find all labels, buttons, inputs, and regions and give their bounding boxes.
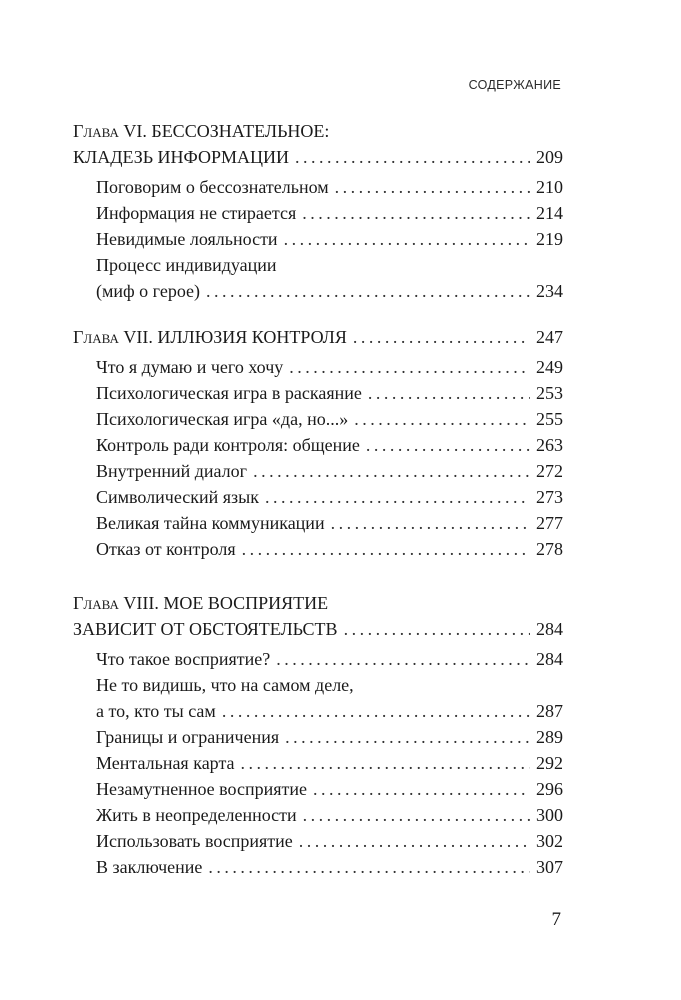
entry-title: Невидимые лояльности [96, 229, 278, 249]
toc-entry[interactable] [73, 646, 563, 672]
dot-leader [353, 324, 530, 350]
toc-entry[interactable] [73, 252, 563, 304]
entry-title: Что я думаю и чего хочу [96, 357, 284, 377]
dot-leader [368, 380, 530, 406]
dot-leader [354, 406, 530, 432]
entry-title: Контроль ради контроля: общение [96, 435, 360, 455]
dot-leader [303, 802, 530, 828]
toc-entry[interactable] [73, 432, 563, 458]
dot-leader [208, 854, 530, 880]
page-ref: 209 [536, 147, 563, 167]
toc-entry[interactable] [73, 510, 563, 536]
chapter-title: VIII. МОЕ ВОСПРИЯТИЕ [123, 593, 329, 613]
entry-title: Психологическая игра в раскаяние [96, 383, 362, 403]
page-ref: 263 [536, 435, 563, 455]
dot-leader [313, 776, 530, 802]
running-head: СОДЕРЖАНИЕ [468, 78, 561, 92]
dot-leader [366, 432, 530, 458]
page-ref: 302 [536, 831, 563, 851]
page-ref: 307 [536, 857, 563, 877]
entry-title: Поговорим о бессознательном [96, 177, 329, 197]
chapter-heading[interactable] [73, 118, 563, 170]
page-ref: 249 [536, 357, 563, 377]
toc-entry[interactable] [73, 226, 563, 252]
chapter-label: Глава [73, 121, 119, 141]
toc-entry[interactable] [73, 854, 563, 880]
page-ref: 277 [536, 513, 563, 533]
entry-title: В заключение [96, 857, 203, 877]
toc-entry[interactable] [73, 354, 563, 380]
page-ref: 289 [536, 727, 563, 747]
entry-title: Не то видишь, что на самом деле, [96, 675, 354, 695]
chapter-label: Глава [73, 593, 119, 613]
page-ref: 292 [536, 753, 563, 773]
page-number: 7 [551, 909, 561, 930]
page-ref: 247 [536, 327, 563, 347]
entry-title: Внутренний диалог [96, 461, 248, 481]
entry-title-continued: а то, кто ты сам [96, 701, 216, 721]
entry-title: Границы и ограничения [96, 727, 280, 747]
page-ref: 273 [536, 487, 563, 507]
toc-entry[interactable] [73, 802, 563, 828]
page-ref: 278 [536, 539, 563, 559]
page-ref: 214 [536, 203, 563, 223]
chapter-title: VII. ИЛЛЮЗИЯ КОНТРОЛЯ [123, 327, 347, 347]
page-ref: 219 [536, 229, 563, 249]
entry-title: Незамутненное восприятие [96, 779, 308, 799]
dot-leader [253, 458, 530, 484]
toc-entry[interactable] [73, 536, 563, 562]
chapter-6 [73, 118, 563, 304]
chapter-title-continued: ЗАВИСИТ ОТ ОБСТОЯТЕЛЬСТВ [73, 619, 338, 639]
dot-leader [302, 200, 530, 226]
dot-leader [285, 724, 530, 750]
dot-leader [206, 278, 530, 304]
toc-entry[interactable] [73, 724, 563, 750]
dot-leader [284, 226, 530, 252]
dot-leader [241, 750, 530, 776]
page-ref: 296 [536, 779, 563, 799]
dot-leader [295, 144, 530, 170]
chapter-heading[interactable] [73, 590, 563, 642]
chapter-8 [73, 590, 563, 880]
toc-entry[interactable] [73, 484, 563, 510]
toc-entry[interactable] [73, 200, 563, 226]
toc-entry[interactable] [73, 174, 563, 200]
page-ref: 284 [536, 619, 563, 639]
toc-entry[interactable] [73, 458, 563, 484]
toc-entry[interactable] [73, 672, 563, 724]
toc-entry[interactable] [73, 380, 563, 406]
entry-title: Ментальная карта [96, 753, 235, 773]
entry-title: Психологическая игра «да, но...» [96, 409, 349, 429]
page-ref: 284 [536, 649, 563, 669]
page-ref: 255 [536, 409, 563, 429]
page-ref: 300 [536, 805, 563, 825]
dot-leader [299, 828, 530, 854]
page-ref: 234 [536, 281, 563, 301]
chapter-label: Глава [73, 327, 119, 347]
entry-title-continued: (миф о герое) [96, 281, 201, 301]
table-of-contents [73, 118, 563, 896]
toc-entry[interactable] [73, 828, 563, 854]
page-ref: 272 [536, 461, 563, 481]
entry-title: Процесс индивидуации [96, 255, 277, 275]
dot-leader [289, 354, 530, 380]
entry-title: Информация не стирается [96, 203, 297, 223]
entry-title: Что такое восприятие? [96, 649, 271, 669]
dot-leader [331, 510, 530, 536]
toc-entry[interactable] [73, 776, 563, 802]
chapter-7 [73, 324, 563, 562]
toc-entry[interactable] [73, 750, 563, 776]
entry-title: Великая тайна коммуникации [96, 513, 325, 533]
entry-title: Жить в неопределенности [96, 805, 297, 825]
page-ref: 210 [536, 177, 563, 197]
entry-title: Отказ от контроля [96, 539, 236, 559]
page-ref: 253 [536, 383, 563, 403]
toc-entry[interactable] [73, 406, 563, 432]
dot-leader [222, 698, 530, 724]
dot-leader [276, 646, 530, 672]
page-ref: 287 [536, 701, 563, 721]
dot-leader [344, 616, 530, 642]
entry-title: Использовать восприятие [96, 831, 293, 851]
dot-leader [265, 484, 530, 510]
dot-leader [335, 174, 530, 200]
entry-title: Символический язык [96, 487, 260, 507]
dot-leader [242, 536, 530, 562]
chapter-title: VI. БЕССОЗНАТЕЛЬНОЕ: [123, 121, 330, 141]
chapter-title-continued: КЛАДЕЗЬ ИНФОРМАЦИИ [73, 147, 290, 167]
chapter-heading[interactable] [73, 324, 563, 350]
